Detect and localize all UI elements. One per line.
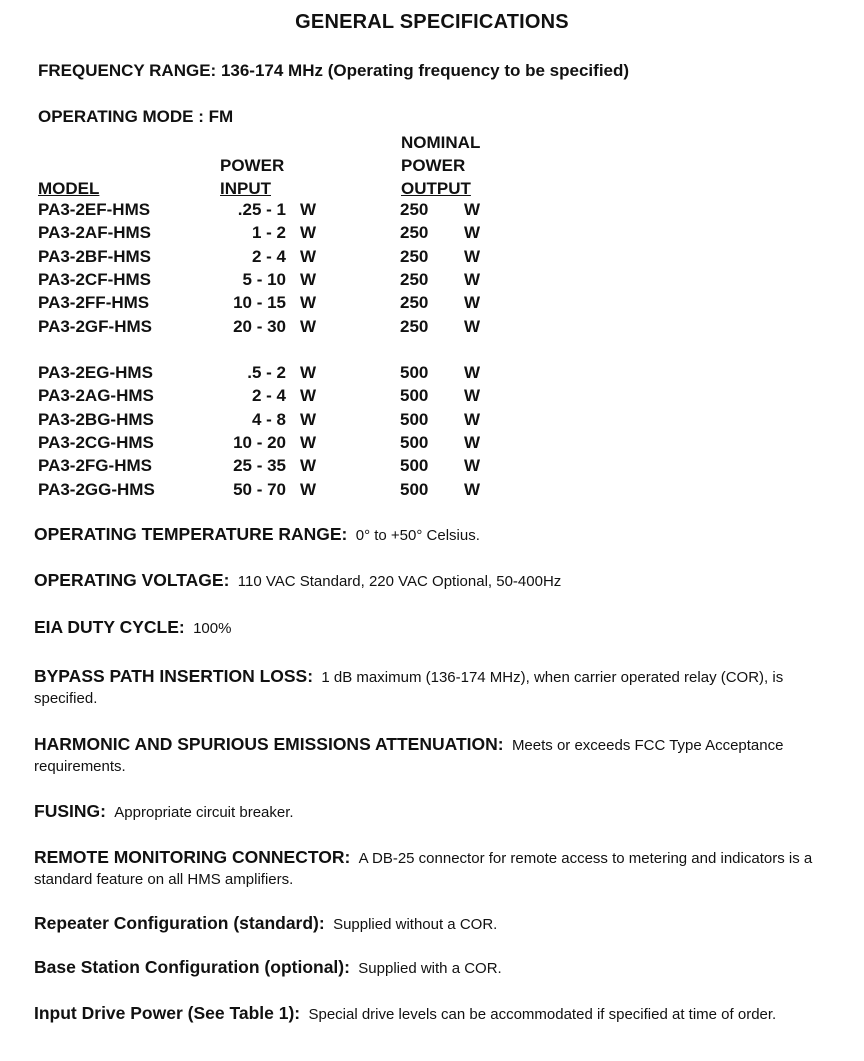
- output-cell: 500: [400, 432, 429, 452]
- table-row: [0, 293, 864, 316]
- output-header-line1: NOMINAL: [401, 133, 481, 152]
- spec-item: [34, 913, 824, 935]
- spec-text: A DB-25 connector for remote access to metering and indicators is a standard feature on all HMS amplifiers.: [34, 850, 813, 888]
- model-cell: PA3-2AF-HMS: [38, 223, 152, 243]
- frequency-label: FREQUENCY RANGE:: [38, 61, 217, 80]
- spec-item: [34, 570, 824, 592]
- output-cell: 250: [400, 316, 429, 336]
- input-cell: 10 - 15: [233, 293, 286, 313]
- model-cell: PA3-2BG-HMS: [38, 409, 154, 429]
- spec-item: [34, 957, 824, 979]
- spec-label: OPERATING TEMPERATURE RANGE:: [34, 524, 348, 544]
- spec-text: 110 VAC Standard, 220 VAC Optional, 50-400Hz: [237, 573, 562, 590]
- output-cell: 500: [400, 456, 429, 476]
- input-unit-cell: W: [300, 432, 317, 452]
- table-row: [0, 480, 864, 503]
- mode-value: FM: [208, 107, 234, 126]
- spec-label: FUSING:: [34, 801, 106, 821]
- input-cell: 1 - 2: [251, 223, 286, 243]
- table-row: [0, 200, 864, 223]
- input-cell: 25 - 35: [233, 456, 286, 476]
- input-cell: 50 - 70: [233, 479, 286, 499]
- model-cell: PA3-2CG-HMS: [38, 432, 154, 452]
- input-cell: 2 - 4: [251, 246, 286, 266]
- output-unit-cell: W: [464, 316, 481, 336]
- output-unit-cell: W: [464, 479, 481, 499]
- table-row: [0, 410, 864, 433]
- output-unit-cell: W: [464, 409, 481, 429]
- spec-text: Supplied with a COR.: [358, 960, 502, 977]
- spec-label: OPERATING VOLTAGE:: [34, 570, 230, 590]
- frequency-value: 136-174 MHz (Operating frequency to be specified): [220, 61, 630, 80]
- spec-text: Special drive levels can be accommodated if specified at time of order.: [308, 1006, 777, 1023]
- model-cell: PA3-2EG-HMS: [38, 363, 153, 382]
- spec-text: 1 dB maximum (136-174 MHz), when carrier operated relay (COR), is specified.: [34, 669, 784, 707]
- spec-text: 100%: [193, 620, 232, 637]
- frequency-range: [38, 61, 629, 81]
- output-unit-cell: W: [464, 246, 481, 266]
- model-cell: PA3-2CF-HMS: [38, 269, 152, 289]
- input-cell: 4 - 8: [251, 409, 286, 429]
- output-cell: 500: [400, 386, 429, 406]
- mode-label: OPERATING MODE :: [38, 107, 204, 126]
- input-cell: .25 - 1: [237, 200, 286, 219]
- input-unit-cell: W: [300, 200, 317, 219]
- output-unit-cell: W: [464, 386, 481, 406]
- spec-label: BYPASS PATH INSERTION LOSS:: [34, 666, 314, 686]
- output-cell: 250: [400, 293, 429, 313]
- output-header-line2: POWER: [401, 156, 466, 175]
- input-cell: 10 - 20: [233, 432, 286, 452]
- input-unit-cell: W: [300, 246, 317, 266]
- input-unit-cell: W: [300, 223, 317, 243]
- spec-label: Input Drive Power (See Table 1):: [34, 1003, 301, 1023]
- spec-item: [34, 1003, 824, 1025]
- input-cell: 5 - 10: [242, 269, 286, 289]
- input-unit-cell: W: [300, 293, 317, 313]
- output-unit-cell: W: [464, 223, 481, 243]
- model-cell: PA3-2BF-HMS: [38, 246, 152, 266]
- output-unit-cell: W: [464, 456, 481, 476]
- spec-item: [34, 617, 824, 639]
- input-unit-cell: W: [300, 363, 317, 382]
- output-cell: 500: [400, 479, 429, 499]
- model-cell: PA3-2AG-HMS: [38, 386, 154, 406]
- output-header: [401, 131, 480, 200]
- table-row: [0, 247, 864, 270]
- spec-item: [34, 801, 824, 823]
- input-unit-cell: W: [300, 386, 317, 406]
- table-row: [0, 223, 864, 246]
- model-cell: PA3-2GG-HMS: [38, 479, 155, 499]
- output-unit-cell: W: [464, 200, 481, 219]
- input-header: [220, 154, 284, 200]
- spec-text: Meets or exceeds FCC Type Acceptance requirements.: [34, 737, 784, 775]
- output-cell: 250: [400, 200, 429, 219]
- input-unit-cell: W: [300, 409, 317, 429]
- spec-label: EIA DUTY CYCLE:: [34, 617, 185, 637]
- page-title: GENERAL SPECIFICATIONS: [295, 11, 569, 33]
- output-unit-cell: W: [464, 432, 481, 452]
- input-cell: .5 - 2: [247, 363, 286, 382]
- output-unit-cell: W: [464, 293, 481, 313]
- input-unit-cell: W: [300, 269, 317, 289]
- input-unit-cell: W: [300, 479, 317, 499]
- spec-item: [34, 847, 824, 890]
- model-cell: PA3-2FF-HMS: [38, 293, 150, 313]
- table-row: [0, 456, 864, 479]
- spec-item: [34, 666, 824, 709]
- output-header-line3: OUTPUT: [401, 179, 471, 198]
- model-cell: PA3-2EF-HMS: [38, 200, 151, 219]
- output-cell: 500: [400, 409, 429, 429]
- table-row: [0, 386, 864, 409]
- input-unit-cell: W: [300, 456, 317, 476]
- spec-label: REMOTE MONITORING CONNECTOR:: [34, 847, 351, 867]
- spec-label: Repeater Configuration (standard):: [34, 913, 325, 933]
- input-unit-cell: W: [300, 316, 317, 336]
- model-header: MODEL: [38, 179, 100, 198]
- input-cell: 2 - 4: [251, 386, 286, 406]
- table-row: [0, 363, 864, 386]
- table-row: [0, 270, 864, 293]
- operating-mode: [38, 107, 233, 127]
- output-cell: 250: [400, 246, 429, 266]
- output-cell: 250: [400, 223, 429, 243]
- output-unit-cell: W: [464, 363, 481, 382]
- input-cell: 20 - 30: [233, 316, 286, 336]
- spec-label: Base Station Configuration (optional):: [34, 957, 350, 977]
- output-unit-cell: W: [464, 269, 481, 289]
- spec-item: [34, 734, 824, 777]
- spec-label: HARMONIC AND SPURIOUS EMISSIONS ATTENUATION:: [34, 734, 504, 754]
- table-row: [0, 317, 864, 340]
- output-cell: 250: [400, 269, 429, 289]
- output-cell: 500: [400, 363, 429, 382]
- input-header-line1: POWER: [220, 156, 285, 175]
- table-row: [0, 433, 864, 456]
- spec-text: Supplied without a COR.: [333, 916, 498, 933]
- input-header-line2: INPUT: [220, 179, 271, 198]
- spec-text: 0° to +50° Celsius.: [355, 527, 480, 544]
- spec-item: [34, 524, 824, 546]
- model-cell: PA3-2GF-HMS: [38, 316, 152, 336]
- model-cell: PA3-2FG-HMS: [38, 456, 152, 476]
- spec-text: Appropriate circuit breaker.: [114, 804, 294, 821]
